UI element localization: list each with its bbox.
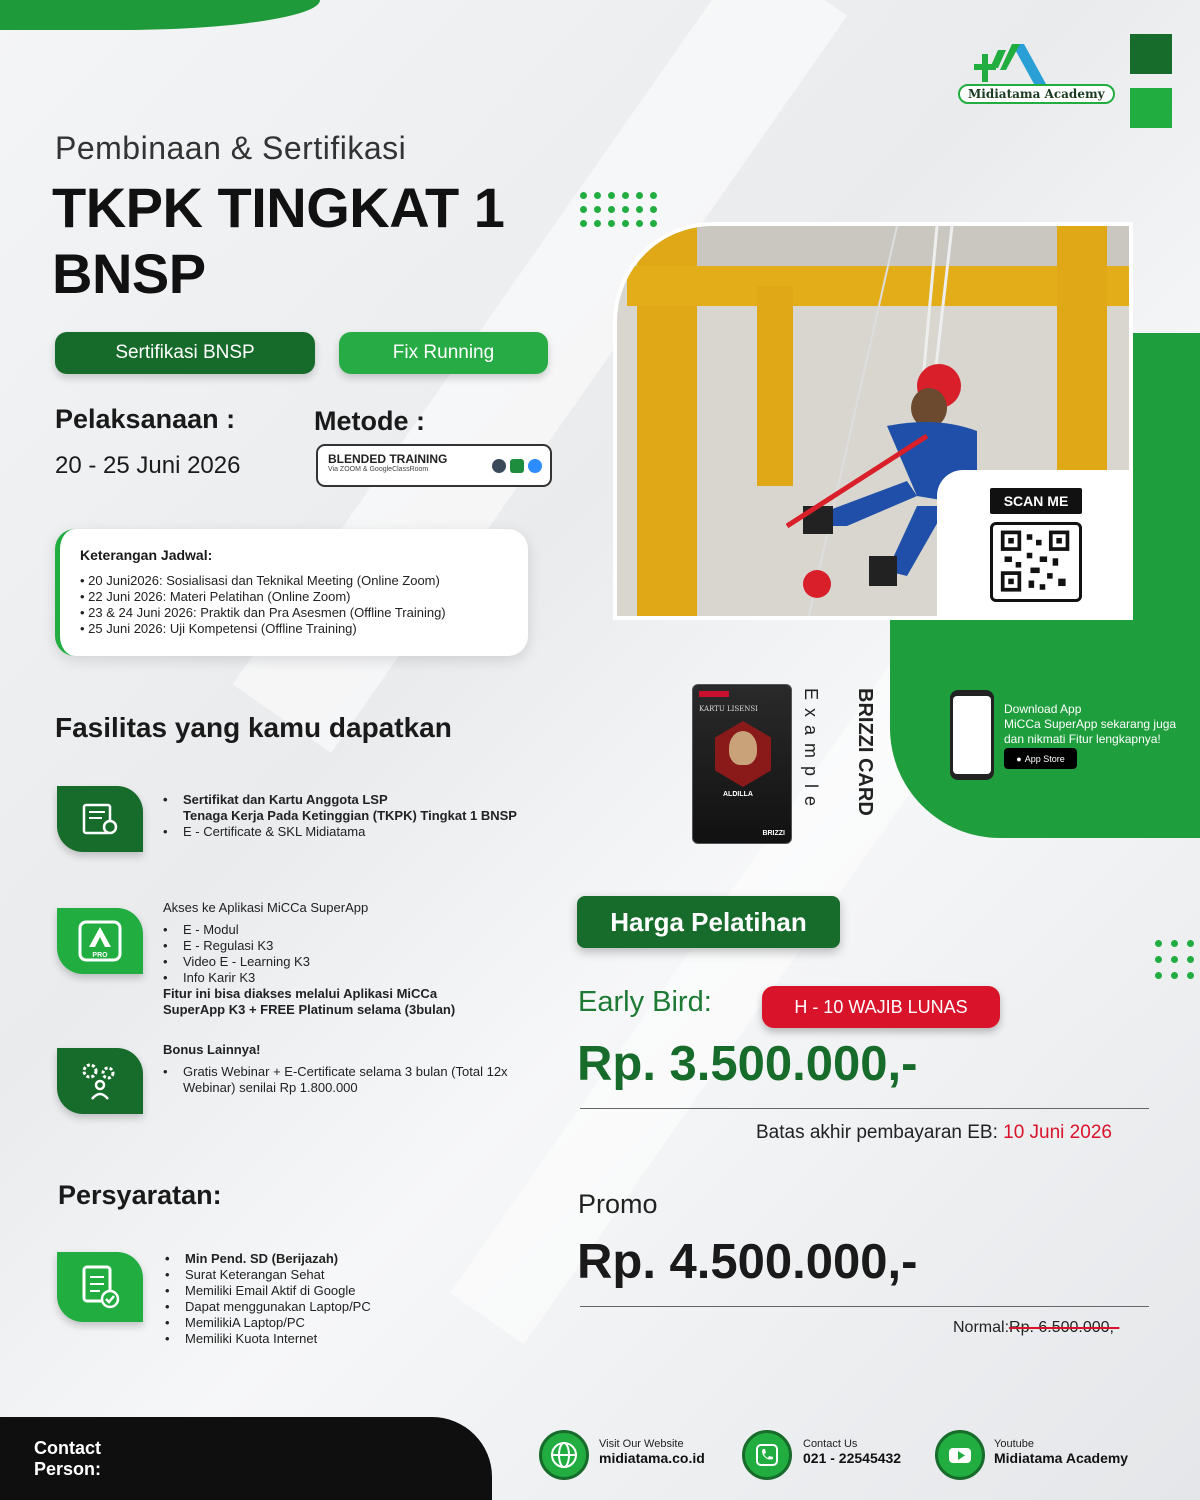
youtube-label: Youtube bbox=[994, 1438, 1034, 1450]
globe-icon[interactable] bbox=[539, 1430, 589, 1480]
website-value: midiatama.co.id bbox=[599, 1450, 705, 1466]
facility-text: Akses ke Aplikasi MiCCa SuperApp bbox=[163, 900, 369, 915]
schedule-box bbox=[55, 529, 528, 656]
phone-icon[interactable] bbox=[742, 1430, 792, 1480]
fix-running-badge: Fix Running bbox=[339, 332, 548, 374]
app-pro-icon bbox=[57, 908, 143, 974]
brizzi-card-image bbox=[692, 684, 792, 844]
deadline-label: Batas akhir pembayaran EB: bbox=[756, 1122, 998, 1143]
facility-text: • E - Modul bbox=[163, 922, 455, 938]
qr-code[interactable] bbox=[990, 522, 1082, 602]
card-brand: BRIZZI bbox=[762, 830, 785, 837]
checklist-icon bbox=[57, 1252, 143, 1322]
phone-link[interactable] bbox=[803, 1438, 901, 1466]
facility-bonus bbox=[163, 1042, 508, 1096]
deadline-date: 10 Juni 2026 bbox=[1003, 1122, 1112, 1143]
metode-label: Metode : bbox=[314, 406, 425, 436]
promo-price: Rp. 4.500.000,- bbox=[577, 1235, 918, 1289]
contact-person-label bbox=[34, 1438, 101, 1480]
requirements-list bbox=[165, 1251, 371, 1347]
schedule-item: • 20 Juni2026: Sosialisasi dan Teknikal Meeting (Online Zoom) bbox=[80, 573, 508, 589]
page-pretitle: Pembinaan & Sertifikasi bbox=[55, 130, 407, 166]
divider bbox=[580, 1108, 1149, 1109]
pelaksanaan-date: 20 - 25 Juni 2026 bbox=[55, 452, 241, 479]
schedule-heading: Keterangan Jadwal: bbox=[80, 547, 213, 563]
zoom-icon bbox=[528, 459, 542, 473]
logo-text: Midiatama Academy bbox=[958, 84, 1115, 104]
top-green-accent bbox=[0, 0, 320, 30]
normal-label: Normal: bbox=[953, 1319, 1010, 1336]
schedule-item: • 25 Juni 2026: Uji Kompetensi (Offline Training) bbox=[80, 621, 508, 637]
facility-heading: Bonus Lainnya! bbox=[163, 1042, 261, 1057]
facility-note: SuperApp K3 + FREE Platinum selama (3bulan) bbox=[163, 1002, 456, 1017]
facility-note: Fitur ini bisa diakses melalui Aplikasi MiCCa bbox=[163, 986, 438, 1001]
facility-text: • E - Certificate & SKL Midiatama bbox=[163, 824, 517, 840]
decor-dots bbox=[1155, 940, 1194, 979]
facility-app bbox=[163, 900, 455, 1018]
card-name: ALDILLA bbox=[723, 791, 753, 798]
contact-line: Contact bbox=[34, 1438, 101, 1458]
youtube-value: Midiatama Academy bbox=[994, 1450, 1129, 1466]
facility-text: • E - Regulasi K3 bbox=[163, 938, 455, 954]
normal-price bbox=[953, 1319, 1119, 1337]
requirement-item: • Memiliki Email Aktif di Google bbox=[165, 1283, 371, 1299]
micca-app-phone bbox=[950, 690, 994, 780]
facility-certificate bbox=[163, 792, 517, 840]
divider bbox=[580, 1306, 1149, 1307]
facility-text: Gratis Webinar + E-Certificate selama 3 bulan (Total 12x bbox=[183, 1064, 508, 1079]
decor-dots bbox=[580, 192, 657, 227]
title-line-2: BNSP bbox=[52, 242, 206, 305]
website-label: Visit Our Website bbox=[599, 1438, 684, 1450]
card-title: KARTU LISENSI bbox=[699, 705, 758, 713]
facility-text: • Info Karir K3 bbox=[163, 970, 455, 986]
contact-line: Person: bbox=[34, 1459, 102, 1479]
svg-text:PRO: PRO bbox=[92, 952, 108, 959]
brizzi-card-label: BRIZZI CARD bbox=[854, 688, 876, 816]
title-line-1: TKPK TINGKAT 1 bbox=[52, 176, 505, 239]
facility-text: Tenaga Kerja Pada Ketinggian (TKPK) Tingkat 1 BNSP bbox=[183, 808, 517, 823]
promo-label: Promo bbox=[578, 1189, 658, 1219]
facility-text: • Video E - Learning K3 bbox=[163, 954, 455, 970]
download-app-text bbox=[1004, 702, 1176, 747]
accent-square-light bbox=[1130, 88, 1172, 128]
app-store-label: App Store bbox=[1024, 753, 1065, 764]
phone-label: Contact Us bbox=[803, 1438, 858, 1450]
accent-square-dark bbox=[1130, 34, 1172, 74]
requirement-item: • Min Pend. SD (Berijazah) bbox=[165, 1251, 371, 1267]
download-line: MiCCa SuperApp sekarang juga bbox=[1004, 717, 1177, 731]
early-bird-label: Early Bird: bbox=[578, 986, 712, 1018]
website-link[interactable] bbox=[599, 1438, 705, 1466]
page-title bbox=[52, 175, 504, 307]
google-classroom-icon bbox=[510, 459, 524, 473]
requirements-heading: Persyaratan: bbox=[58, 1180, 222, 1210]
webcam-icon bbox=[492, 459, 506, 473]
schedule-item: • 23 & 24 Juni 2026: Praktik dan Pra Asesmen (Offline Training) bbox=[80, 605, 508, 621]
normal-price-value: Rp. 6.500.000,- bbox=[1009, 1319, 1120, 1336]
apple-icon: ● bbox=[1016, 753, 1022, 764]
app-store-button[interactable] bbox=[1004, 748, 1077, 769]
requirement-item: • Surat Keterangan Sehat bbox=[165, 1267, 371, 1283]
requirement-item: • MemilikiA Laptop/PC bbox=[165, 1315, 371, 1331]
blended-training-badge bbox=[316, 444, 552, 487]
phone-value: 021 - 22545432 bbox=[803, 1450, 902, 1466]
schedule-item: • 22 Juni 2026: Materi Pelatihan (Online Zoom) bbox=[80, 589, 508, 605]
scan-me-label: SCAN ME bbox=[990, 488, 1082, 514]
requirement-item: • Memiliki Kuota Internet bbox=[165, 1331, 371, 1347]
sertifikasi-badge: Sertifikasi BNSP bbox=[55, 332, 315, 374]
price-heading-button: Harga Pelatihan bbox=[577, 896, 840, 948]
early-bird-price: Rp. 3.500.000,- bbox=[577, 1037, 918, 1091]
facility-text: Sertifikat dan Kartu Anggota LSP bbox=[183, 792, 388, 807]
blended-subtitle: Via ZOOM & GoogleClassRoom bbox=[328, 466, 429, 473]
certificate-icon bbox=[57, 786, 143, 852]
facility-text: Webinar) senilai Rp 1.800.000 bbox=[183, 1080, 358, 1095]
card-example-label: Example bbox=[801, 688, 821, 815]
h10-badge: H - 10 WAJIB LUNAS bbox=[762, 986, 1000, 1028]
youtube-link[interactable] bbox=[994, 1438, 1128, 1466]
blended-title: BLENDED TRAINING bbox=[328, 452, 448, 466]
pelaksanaan-label: Pelaksanaan : bbox=[55, 404, 236, 434]
download-line: Download App bbox=[1004, 702, 1082, 716]
requirement-item: • Dapat menggunakan Laptop/PC bbox=[165, 1299, 371, 1315]
payment-deadline bbox=[756, 1122, 1112, 1144]
gears-user-icon bbox=[57, 1048, 143, 1114]
download-line: dan nikmati Fitur lengkapnya! bbox=[1004, 732, 1161, 746]
youtube-icon[interactable] bbox=[935, 1430, 985, 1480]
facilities-heading: Fasilitas yang kamu dapatkan bbox=[55, 712, 452, 743]
